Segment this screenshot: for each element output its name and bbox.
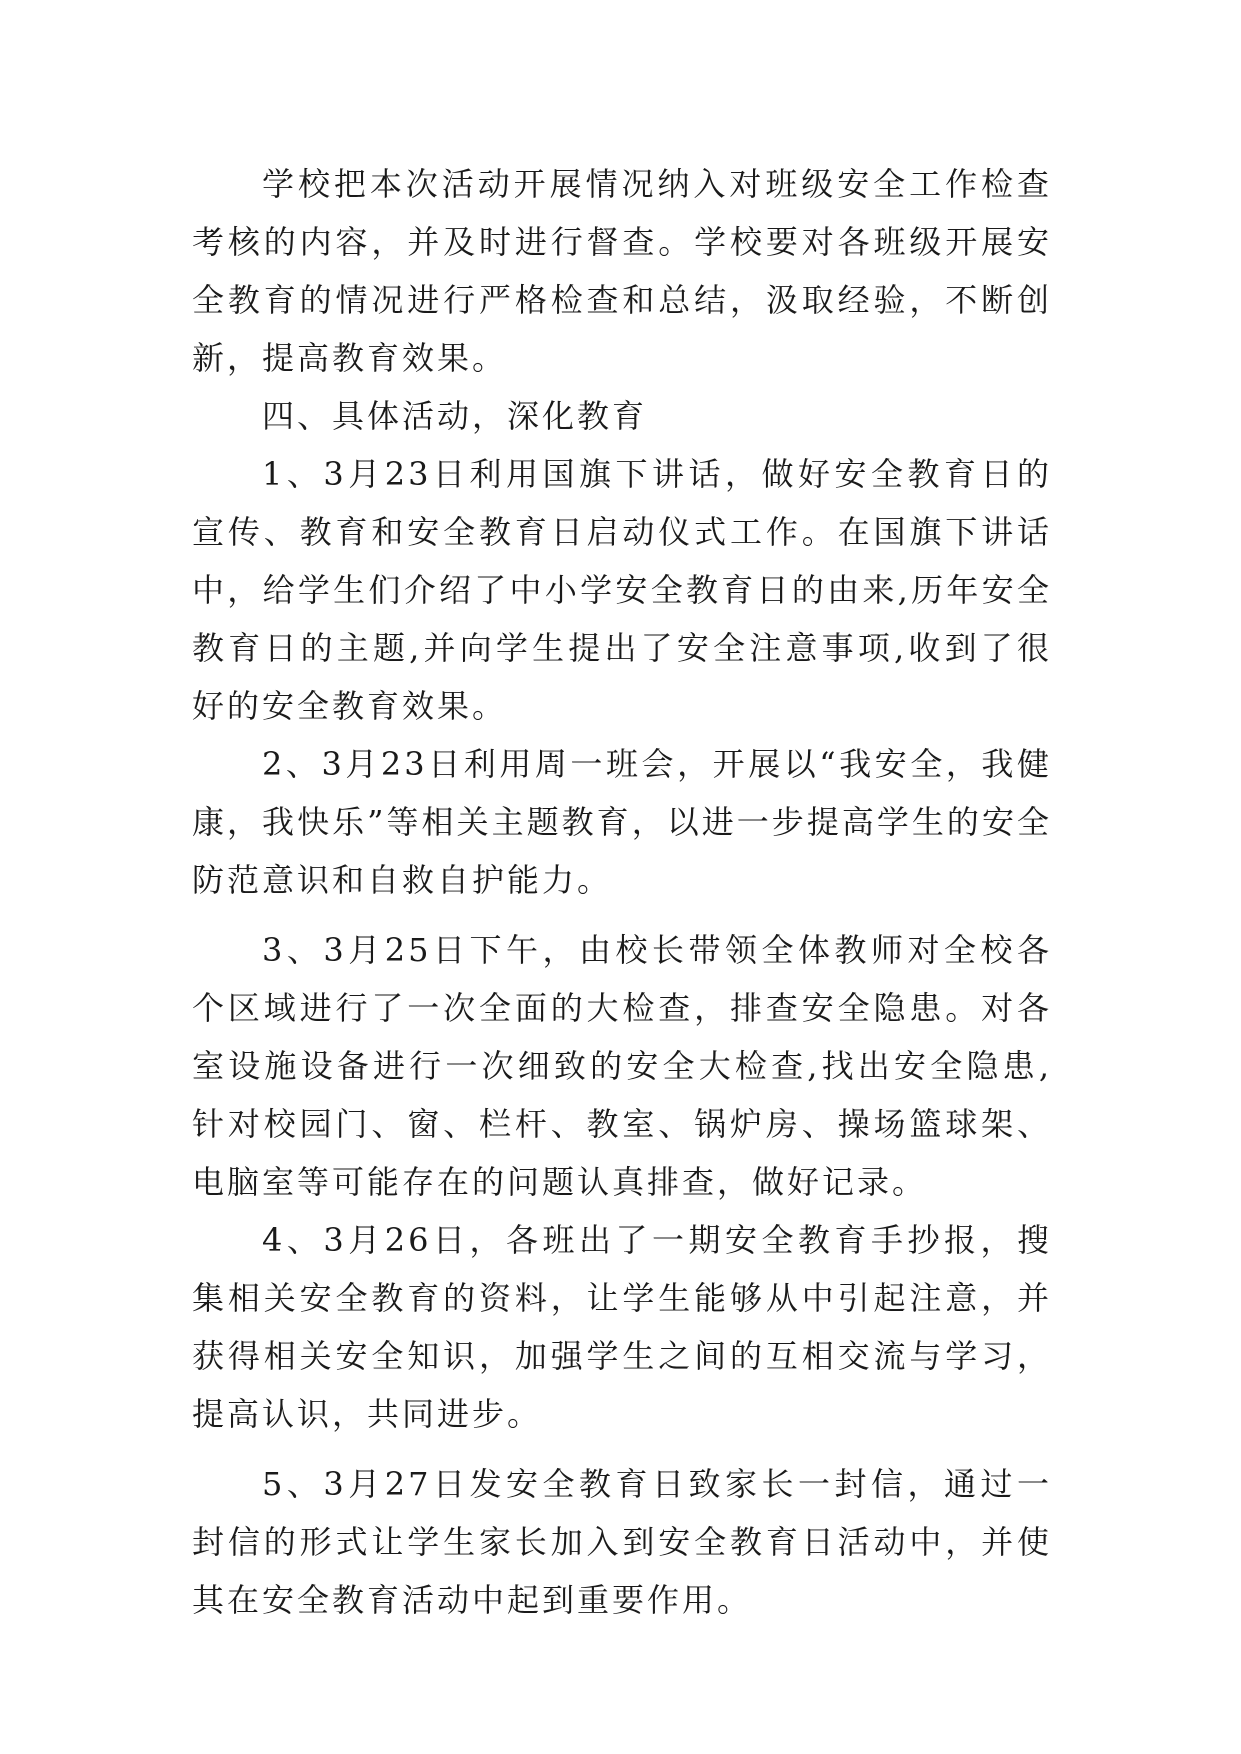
- activity-item-5: 5、3月27日发安全教育日致家长一封信，通过一封信的形式让学生家长加入到安全教育日活动中，并使其在安全教育活动中起到重要作用。: [192, 1465, 1052, 1619]
- paragraph-inspection: 学校把本次活动开展情况纳入对班级安全工作检查考核的内容，并及时进行督查。学校要对各班级开展安全教育的情况进行严格检查和总结，汲取经验，不断创新，提高教育效果。: [192, 165, 1052, 377]
- activity-item-1: 1、3月23日利用国旗下讲话，做好安全教育日的宣传、教育和安全教育日启动仪式工作。在国旗下讲话中，给学生们介绍了中小学安全教育日的由来,历年安全教育日的主题,并向学生提出了安全注意事项,收到了很好的安全教育效果。: [192, 455, 1052, 725]
- activity-item-3: 3、3月25日下午，由校长带领全体教师对全校各个区域进行了一次全面的大检查，排查安全隐患。对各室设施设备进行一次细致的安全大检查,找出安全隐患,针对校园门、窗、栏杆、教室、锅炉房、操场篮球架、电脑室等可能存在的问题认真排查，做好记录。: [192, 931, 1052, 1201]
- section-heading: 四、具体活动，深化教育: [262, 397, 648, 435]
- activity-item-2: 2、3月23日利用周一班会，开展以“我安全，我健康，我快乐”等相关主题教育，以进一步提高学生的安全防范意识和自救自护能力。: [192, 745, 1052, 899]
- activity-item-4: 4、3月26日，各班出了一期安全教育手抄报，搜集相关安全教育的资料，让学生能够从中引起注意，并获得相关安全知识，加强学生之间的互相交流与学习，提高认识，共同进步。: [192, 1221, 1052, 1433]
- document-body: [192, 155, 1052, 1629]
